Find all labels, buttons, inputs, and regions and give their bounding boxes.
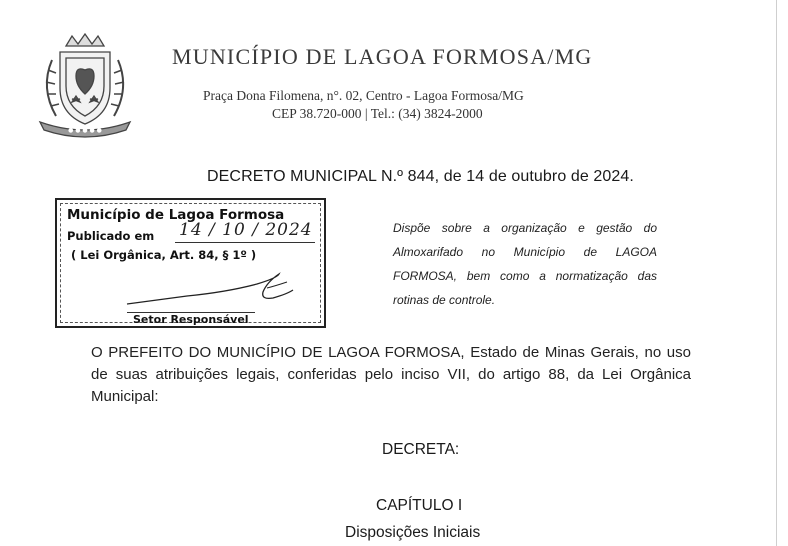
stamp-date-underline (175, 242, 315, 243)
chapter-subtitle: Disposições Iniciais (345, 524, 481, 541)
decreta-heading: DECRETA: (382, 441, 460, 458)
svg-text:● ● ● ● ●: ● ● ● ● ● (68, 127, 102, 134)
decree-title: DECRETO MUNICIPAL N.º 844, de 14 de outubro de 2024. (207, 168, 634, 185)
decree-preamble: O PREFEITO DO MUNICÍPIO DE LAGOA FORMOSA, Estado de Minas Gerais, no uso de suas atribuições legais, conferidas pelo inciso VII, do artigo 88, da Lei Orgânica Municipal: (91, 344, 691, 405)
publication-stamp (55, 198, 326, 328)
stamp-responsible-sector: Setor Responsável (127, 312, 255, 326)
chapter-title: CAPÍTULO I (376, 497, 463, 514)
stamp-published-label: Publicado em (67, 229, 155, 243)
municipality-contact: CEP 38.720-000 | Tel.: (34) 3824-2000 (272, 106, 483, 121)
signature-scribble-icon (117, 270, 317, 310)
page-edge-divider (776, 0, 777, 546)
decree-summary: Dispõe sobre a organização e gestão do Almoxarifado no Município de LAGOA FORMOSA, bem como a normatização das rotinas de controle. (393, 221, 657, 307)
stamp-legal-reference: ( Lei Orgânica, Art. 84, § 1º ) (71, 248, 257, 262)
municipal-coat-of-arms-icon (26, 30, 144, 142)
municipality-name: MUNICÍPIO DE LAGOA FORMOSA/MG (172, 44, 593, 69)
municipality-address: Praça Dona Filomena, n°. 02, Centro - Lagoa Formosa/MG (203, 88, 524, 103)
stamp-municipality: Município de Lagoa Formosa (67, 207, 285, 223)
stamp-published-date: 14 / 10 / 2024 (179, 220, 313, 240)
